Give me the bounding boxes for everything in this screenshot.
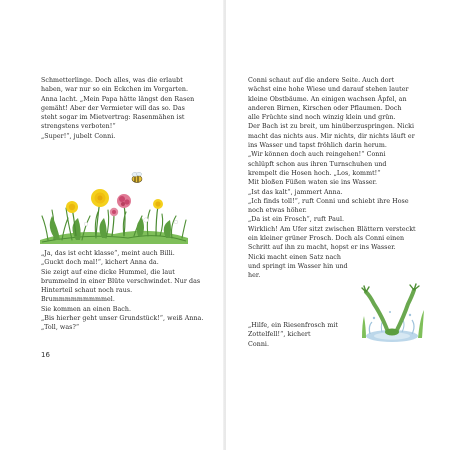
left-paragraph-2 (41, 249, 203, 333)
text-line: krempelt die Hosen hoch. „Los, kommt!“ (248, 169, 381, 177)
text-line: „Da ist ein Frosch“, ruft Paul. (248, 216, 345, 224)
flowers-and-bee-illustration (38, 170, 190, 244)
text-line: alle Früchte sind noch winzig klein und grün. (248, 114, 396, 122)
left-page (0, 0, 224, 450)
text-line: kleine Obstbäume. An einigen wachsen Äpfel, an (248, 95, 407, 103)
water-splash-icon (366, 311, 418, 342)
text-line: Wirklich! Am Ufer sitzt zwischen Blättern versteckt (248, 225, 416, 233)
text-line: Mit bloßen Füßen waten sie ins Wasser. (248, 179, 378, 187)
text-line: Conni. (248, 340, 270, 348)
text-line: Nicki macht einen Satz nach (248, 253, 341, 261)
bee-icon (132, 172, 142, 182)
text-line: ins Wasser und tapst fröhlich darin herum. (248, 142, 387, 150)
right-page (226, 0, 450, 450)
text-line: „Bis hierher geht unser Grundstück!“, weiß Anna. (41, 315, 204, 323)
text-line: gemäht! Aber der Vermieter will das so. Das (41, 104, 185, 112)
text-line: noch etwas höher. (248, 207, 307, 215)
right-paragraph-1 (248, 76, 416, 281)
text-line: „Ja, das ist echt klasse“, meint auch Billi. (41, 250, 175, 257)
text-line: anderen Birnen, Kirschen oder Pflaumen. Doch (248, 104, 402, 112)
dandelion-icon (91, 189, 109, 207)
frog-icon (362, 284, 419, 336)
text-line: Schmetterlinge. Doch alles, was die erlaubt (41, 77, 183, 84)
text-line: Hinterteil schaut noch raus. (41, 287, 133, 295)
text-line: strengstens verboten!“ (41, 123, 116, 131)
frog-splash-illustration (360, 282, 426, 344)
dandelion-icon (153, 199, 163, 209)
text-line: „Ist das kalt“, jammert Anna. (248, 188, 343, 196)
text-line: schlüpft schon aus ihren Turnschuhen und (248, 160, 387, 168)
text-line: „Super!“, jubelt Conni. (41, 132, 116, 140)
text-line: „Wir können doch auch reingehen!“ Conni (248, 151, 386, 159)
clover-blossom-icon (110, 208, 118, 216)
text-line: her. (248, 272, 261, 280)
text-line: Conni schaut auf die andere Seite. Auch dort (248, 77, 395, 84)
page-number: 16 (41, 351, 50, 359)
dandelion-icon (66, 201, 78, 213)
clover-blossom-icon (117, 194, 131, 208)
text-line: steht sogar im Mietvertrag: Rasenmähen ist (41, 114, 185, 122)
text-line: Schritt auf ihn zu macht, hopst er ins Wasser. (248, 244, 396, 252)
right-paragraph-2 (248, 321, 338, 349)
text-line: und springt im Wasser hin und (248, 262, 348, 270)
text-line: wächst eine hohe Wiese und darauf stehen lauter (248, 86, 409, 94)
text-line: ein kleiner grüner Frosch. Doch als Conni einen (248, 235, 405, 243)
text-line: „Hilfe, ein Riesenfrosch mit (248, 322, 338, 329)
text-line: „Toll, was?“ (41, 324, 80, 332)
text-line: Sie kommen an einen Bach. (41, 305, 131, 313)
text-line: Der Bach ist zu breit, um hinüberzuspringen. Nicki (248, 123, 415, 131)
text-line: macht das nichts aus. Mir nichts, dir nichts läuft er (248, 132, 415, 140)
text-line: Sie zeigt auf eine dicke Hummel, die laut (41, 268, 175, 276)
text-line: „Ich finds toll!“, ruft Conni und schiebt ihre Hose (248, 197, 409, 205)
left-paragraph-1 (41, 76, 194, 141)
text-line: brummelnd in einer Blüte verschwindet. Nur das (41, 277, 201, 285)
text-line: Anna lacht. „Mein Papa hätte längst den Rasen (41, 95, 195, 103)
text-line: Brummmmmmmmmel. (41, 296, 115, 304)
text-line: haben, war nur so ein Eckchen im Vorgarten. (41, 86, 189, 94)
text-line: „Guckt doch mal!“, kichert Anna da. (41, 259, 159, 267)
text-line: Zottelfell!“, kichert (248, 331, 311, 339)
